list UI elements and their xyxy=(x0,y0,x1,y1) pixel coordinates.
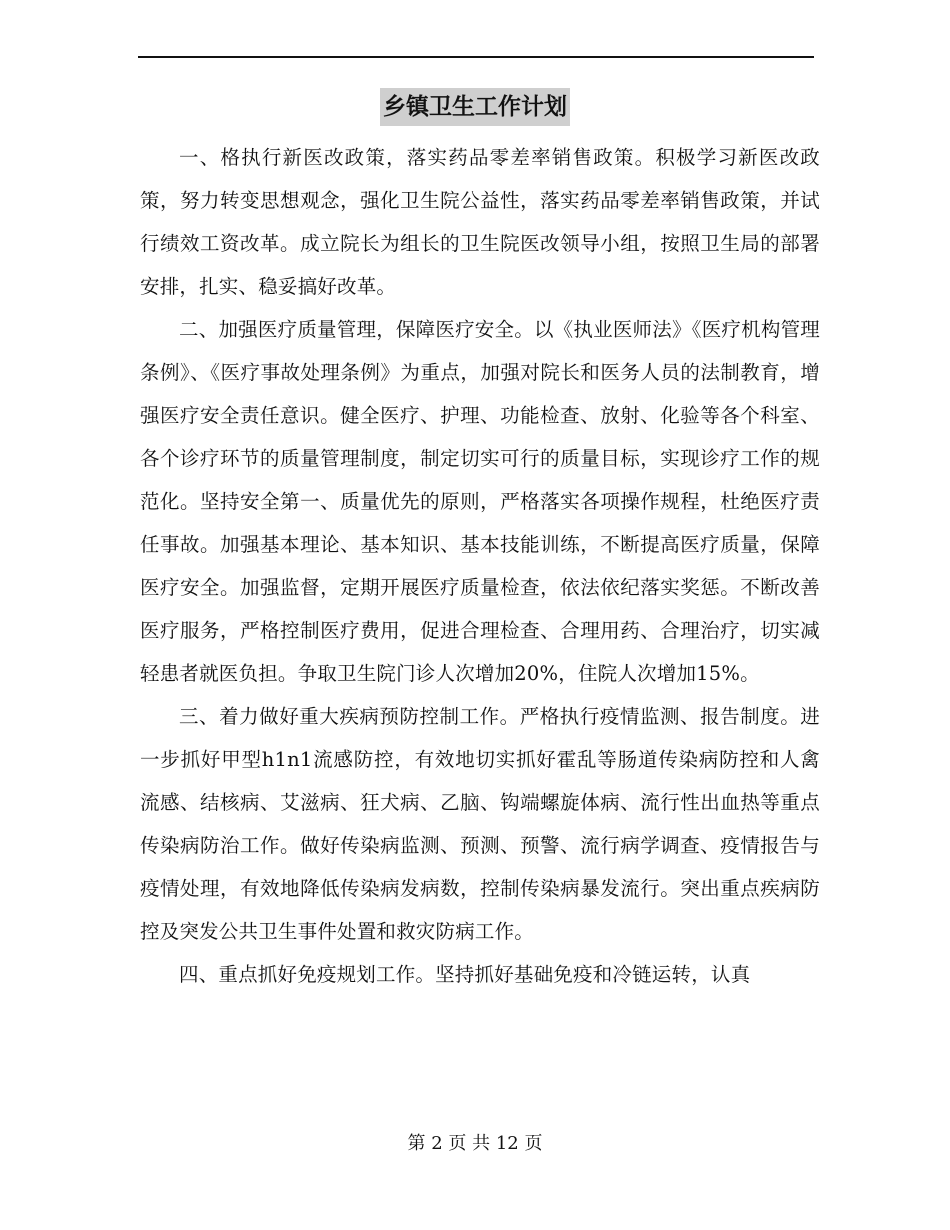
title-block xyxy=(0,88,950,126)
page-footer xyxy=(0,1130,950,1158)
paragraph-1: 一、格执行新医改政策，落实药品零差率销售政策。积极学习新医改政策，努力转变思想观念，强化卫生院公益性，落实药品零差率销售政策，并试行绩效工资改革。成立院长为组长的卫生院医改领导小组，按照卫生局的部署安排，扎实、稳妥搞好改革。 xyxy=(140,146,820,298)
document-title: 乡镇卫生工作计划 xyxy=(380,88,570,126)
page-number: 第 2 页 共 12 页 xyxy=(407,1133,543,1154)
paragraph-4: 四、重点抓好免疫规划工作。坚持抓好基础免疫和冷链运转，认真 xyxy=(179,963,751,986)
paragraph-3: 三、着力做好重大疾病预防控制工作。严格执行疫情监测、报告制度。进一步抓好甲型h1n1流感防控，有效地切实抓好霍乱等肠道传染病防控和人禽流感、结核病、艾滋病、狂犬病、乙脑、钩端螺旋体病、流行性出血热等重点传染病防治工作。做好传染病监测、预测、预警、流行病学调查、疫情报告与疫情处理，有效地降低传染病发病数，控制传染病暴发流行。突出重点疾病防控及突发公共卫生事件处置和救灾防病工作。 xyxy=(140,705,820,943)
header-rule xyxy=(138,56,814,58)
document-body xyxy=(140,136,820,996)
paragraph-2: 二、加强医疗质量管理，保障医疗安全。以《执业医师法》《医疗机构管理条例》、《医疗事故处理条例》为重点，加强对院长和医务人员的法制教育，增强医疗安全责任意识。健全医疗、护理、功能检查、放射、化验等各个科室、各个诊疗环节的质量管理制度，制定切实可行的质量目标，实现诊疗工作的规范化。坚持安全第一、质量优先的原则，严格落实各项操作规程，杜绝医疗责任事故。加强基本理论、基本知识、基本技能训练，不断提高医疗质量，保障医疗安全。加强监督，定期开展医疗质量检查，依法依纪落实奖惩。不断改善医疗服务，严格控制医疗费用，促进合理检查、合理用药、合理治疗，切实减轻患者就医负担。争取卫生院门诊人次增加20%，住院人次增加15%。 xyxy=(140,318,820,685)
